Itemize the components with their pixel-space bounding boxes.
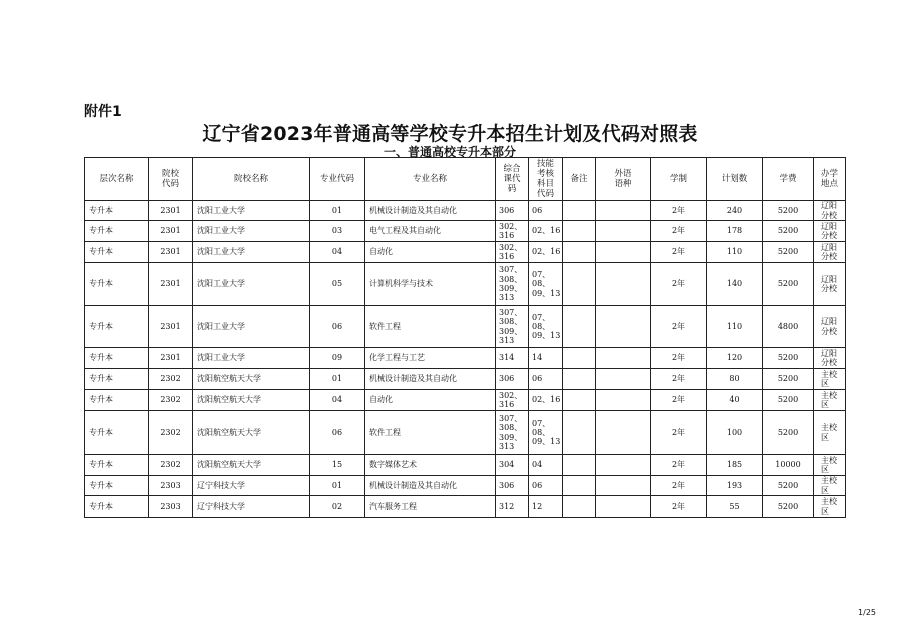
cell-language <box>596 242 651 263</box>
table-row <box>85 496 846 518</box>
cell-remark <box>563 221 596 242</box>
cell-major-name: 化学工程与工艺 <box>365 348 496 369</box>
cell-remark <box>563 263 596 306</box>
cell-fee: 5200 <box>763 411 814 455</box>
cell-duration: 2年 <box>651 242 707 263</box>
cell-language <box>596 390 651 411</box>
cell-location: 主校区 <box>814 369 846 390</box>
cell-major-code: 05 <box>310 263 365 306</box>
cell-location: 辽阳分校 <box>814 221 846 242</box>
cell-fee: 5200 <box>763 496 814 518</box>
cell-skill-code: 12 <box>529 496 563 518</box>
cell-major-code: 04 <box>310 390 365 411</box>
cell-plan: 110 <box>707 306 763 348</box>
cell-level: 专升本 <box>85 476 149 496</box>
cell-fee: 5200 <box>763 476 814 496</box>
cell-fee: 5200 <box>763 390 814 411</box>
cell-school-name: 沈阳工业大学 <box>193 242 310 263</box>
admission-plan-table <box>84 157 846 518</box>
cell-comp-code: 306 <box>496 476 529 496</box>
cell-language <box>596 369 651 390</box>
cell-skill-code: 06 <box>529 476 563 496</box>
cell-fee: 5200 <box>763 201 814 221</box>
cell-school-code: 2301 <box>149 348 193 369</box>
cell-level: 专升本 <box>85 390 149 411</box>
cell-fee: 5200 <box>763 221 814 242</box>
header-duration: 学制 <box>651 158 707 201</box>
cell-major-name: 自动化 <box>365 242 496 263</box>
cell-level: 专升本 <box>85 496 149 518</box>
cell-skill-code: 02、16 <box>529 390 563 411</box>
cell-fee: 5200 <box>763 369 814 390</box>
cell-plan: 140 <box>707 263 763 306</box>
cell-language <box>596 455 651 476</box>
cell-location: 辽阳分校 <box>814 263 846 306</box>
cell-location: 主校区 <box>814 455 846 476</box>
cell-duration: 2年 <box>651 306 707 348</box>
table-row <box>85 476 846 496</box>
cell-language <box>596 221 651 242</box>
cell-fee: 5200 <box>763 263 814 306</box>
cell-school-name: 沈阳工业大学 <box>193 201 310 221</box>
cell-comp-code: 302、316 <box>496 242 529 263</box>
cell-level: 专升本 <box>85 455 149 476</box>
header-school-name: 院校名称 <box>193 158 310 201</box>
cell-language <box>596 411 651 455</box>
table-header-row <box>85 158 846 201</box>
cell-duration: 2年 <box>651 201 707 221</box>
cell-level: 专升本 <box>85 348 149 369</box>
cell-duration: 2年 <box>651 455 707 476</box>
cell-level: 专升本 <box>85 306 149 348</box>
cell-major-name: 机械设计制造及其自动化 <box>365 369 496 390</box>
cell-school-code: 2301 <box>149 201 193 221</box>
cell-location: 主校区 <box>814 411 846 455</box>
cell-fee: 10000 <box>763 455 814 476</box>
cell-comp-code: 307、308、309、313 <box>496 263 529 306</box>
cell-school-code: 2301 <box>149 242 193 263</box>
cell-level: 专升本 <box>85 242 149 263</box>
cell-location: 主校区 <box>814 476 846 496</box>
cell-comp-code: 306 <box>496 201 529 221</box>
cell-school-name: 沈阳工业大学 <box>193 306 310 348</box>
cell-comp-code: 312 <box>496 496 529 518</box>
cell-school-code: 2303 <box>149 496 193 518</box>
cell-skill-code: 07、08、09、13 <box>529 306 563 348</box>
cell-remark <box>563 476 596 496</box>
cell-duration: 2年 <box>651 390 707 411</box>
cell-comp-code: 307、308、309、313 <box>496 411 529 455</box>
cell-level: 专升本 <box>85 411 149 455</box>
cell-duration: 2年 <box>651 221 707 242</box>
cell-major-code: 15 <box>310 455 365 476</box>
page-number: 1/25 <box>858 608 876 617</box>
cell-major-code: 01 <box>310 369 365 390</box>
cell-language <box>596 201 651 221</box>
cell-major-name: 机械设计制造及其自动化 <box>365 476 496 496</box>
cell-plan: 110 <box>707 242 763 263</box>
cell-duration: 2年 <box>651 496 707 518</box>
cell-remark <box>563 369 596 390</box>
cell-duration: 2年 <box>651 263 707 306</box>
cell-major-code: 09 <box>310 348 365 369</box>
header-remark: 备注 <box>563 158 596 201</box>
cell-plan: 178 <box>707 221 763 242</box>
cell-school-name: 沈阳工业大学 <box>193 263 310 306</box>
header-major-code: 专业代码 <box>310 158 365 201</box>
cell-plan: 100 <box>707 411 763 455</box>
cell-language <box>596 476 651 496</box>
cell-major-name: 自动化 <box>365 390 496 411</box>
cell-skill-code: 07、08、09、13 <box>529 411 563 455</box>
attachment-label: 附件1 <box>84 104 122 120</box>
cell-remark <box>563 411 596 455</box>
cell-plan: 240 <box>707 201 763 221</box>
cell-level: 专升本 <box>85 201 149 221</box>
cell-major-name: 数字媒体艺术 <box>365 455 496 476</box>
cell-major-name: 软件工程 <box>365 306 496 348</box>
cell-skill-code: 06 <box>529 201 563 221</box>
cell-duration: 2年 <box>651 369 707 390</box>
header-language: 外语语种 <box>596 158 651 201</box>
cell-major-name: 机械设计制造及其自动化 <box>365 201 496 221</box>
table-row <box>85 221 846 242</box>
cell-major-code: 01 <box>310 201 365 221</box>
header-location: 办学地点 <box>814 158 846 201</box>
cell-skill-code: 04 <box>529 455 563 476</box>
cell-school-code: 2303 <box>149 476 193 496</box>
cell-location: 辽阳分校 <box>814 242 846 263</box>
header-major-name: 专业名称 <box>365 158 496 201</box>
cell-plan: 120 <box>707 348 763 369</box>
cell-school-name: 沈阳工业大学 <box>193 221 310 242</box>
table-row <box>85 411 846 455</box>
cell-remark <box>563 201 596 221</box>
cell-skill-code: 02、16 <box>529 242 563 263</box>
table-row <box>85 242 846 263</box>
cell-remark <box>563 455 596 476</box>
cell-comp-code: 314 <box>496 348 529 369</box>
table-row <box>85 390 846 411</box>
cell-major-name: 软件工程 <box>365 411 496 455</box>
table-row <box>85 306 846 348</box>
cell-school-name: 沈阳航空航天大学 <box>193 390 310 411</box>
cell-location: 辽阳分校 <box>814 348 846 369</box>
cell-school-code: 2302 <box>149 369 193 390</box>
header-comp-code: 综合课代码 <box>496 158 529 201</box>
header-fee: 学费 <box>763 158 814 201</box>
cell-remark <box>563 242 596 263</box>
header-level: 层次名称 <box>85 158 149 201</box>
cell-skill-code: 14 <box>529 348 563 369</box>
cell-plan: 40 <box>707 390 763 411</box>
cell-duration: 2年 <box>651 411 707 455</box>
cell-remark <box>563 390 596 411</box>
cell-major-code: 02 <box>310 496 365 518</box>
table-row <box>85 369 846 390</box>
header-school-code: 院校代码 <box>149 158 193 201</box>
cell-major-code: 04 <box>310 242 365 263</box>
cell-school-name: 辽宁科技大学 <box>193 476 310 496</box>
cell-plan: 80 <box>707 369 763 390</box>
document-title: 辽宁省2023年普通高等学校专升本招生计划及代码对照表 <box>202 123 698 145</box>
table-row <box>85 348 846 369</box>
header-skill-code: 技能考核科目代码 <box>529 158 563 201</box>
cell-language <box>596 496 651 518</box>
cell-school-code: 2301 <box>149 306 193 348</box>
cell-major-name: 汽车服务工程 <box>365 496 496 518</box>
cell-school-name: 沈阳航空航天大学 <box>193 369 310 390</box>
cell-skill-code: 06 <box>529 369 563 390</box>
cell-school-code: 2302 <box>149 411 193 455</box>
cell-school-code: 2302 <box>149 455 193 476</box>
cell-plan: 55 <box>707 496 763 518</box>
cell-comp-code: 304 <box>496 455 529 476</box>
cell-major-code: 01 <box>310 476 365 496</box>
cell-remark <box>563 306 596 348</box>
cell-comp-code: 302、316 <box>496 221 529 242</box>
header-plan: 计划数 <box>707 158 763 201</box>
cell-school-name: 沈阳航空航天大学 <box>193 455 310 476</box>
cell-location: 主校区 <box>814 496 846 518</box>
cell-school-name: 辽宁科技大学 <box>193 496 310 518</box>
cell-school-name: 沈阳航空航天大学 <box>193 411 310 455</box>
cell-plan: 193 <box>707 476 763 496</box>
cell-language <box>596 348 651 369</box>
section-subtitle: 一、普通高校专升本部分 <box>383 145 516 159</box>
cell-location: 辽阳分校 <box>814 306 846 348</box>
cell-remark <box>563 496 596 518</box>
cell-level: 专升本 <box>85 369 149 390</box>
cell-duration: 2年 <box>651 348 707 369</box>
cell-comp-code: 302、316 <box>496 390 529 411</box>
cell-major-code: 06 <box>310 411 365 455</box>
cell-level: 专升本 <box>85 263 149 306</box>
cell-major-name: 电气工程及其自动化 <box>365 221 496 242</box>
cell-level: 专升本 <box>85 221 149 242</box>
cell-language <box>596 263 651 306</box>
table-row <box>85 455 846 476</box>
cell-major-code: 03 <box>310 221 365 242</box>
cell-location: 主校区 <box>814 390 846 411</box>
cell-plan: 185 <box>707 455 763 476</box>
cell-comp-code: 307、308、309、313 <box>496 306 529 348</box>
cell-skill-code: 07、08、09、13 <box>529 263 563 306</box>
cell-school-code: 2302 <box>149 390 193 411</box>
cell-fee: 5200 <box>763 348 814 369</box>
table-row <box>85 263 846 306</box>
table-row <box>85 201 846 221</box>
cell-remark <box>563 348 596 369</box>
cell-duration: 2年 <box>651 476 707 496</box>
cell-school-code: 2301 <box>149 221 193 242</box>
cell-skill-code: 02、16 <box>529 221 563 242</box>
cell-language <box>596 306 651 348</box>
cell-school-name: 沈阳工业大学 <box>193 348 310 369</box>
cell-school-code: 2301 <box>149 263 193 306</box>
cell-comp-code: 306 <box>496 369 529 390</box>
cell-major-name: 计算机科学与技术 <box>365 263 496 306</box>
cell-major-code: 06 <box>310 306 365 348</box>
cell-fee: 4800 <box>763 306 814 348</box>
cell-fee: 5200 <box>763 242 814 263</box>
cell-location: 辽阳分校 <box>814 201 846 221</box>
